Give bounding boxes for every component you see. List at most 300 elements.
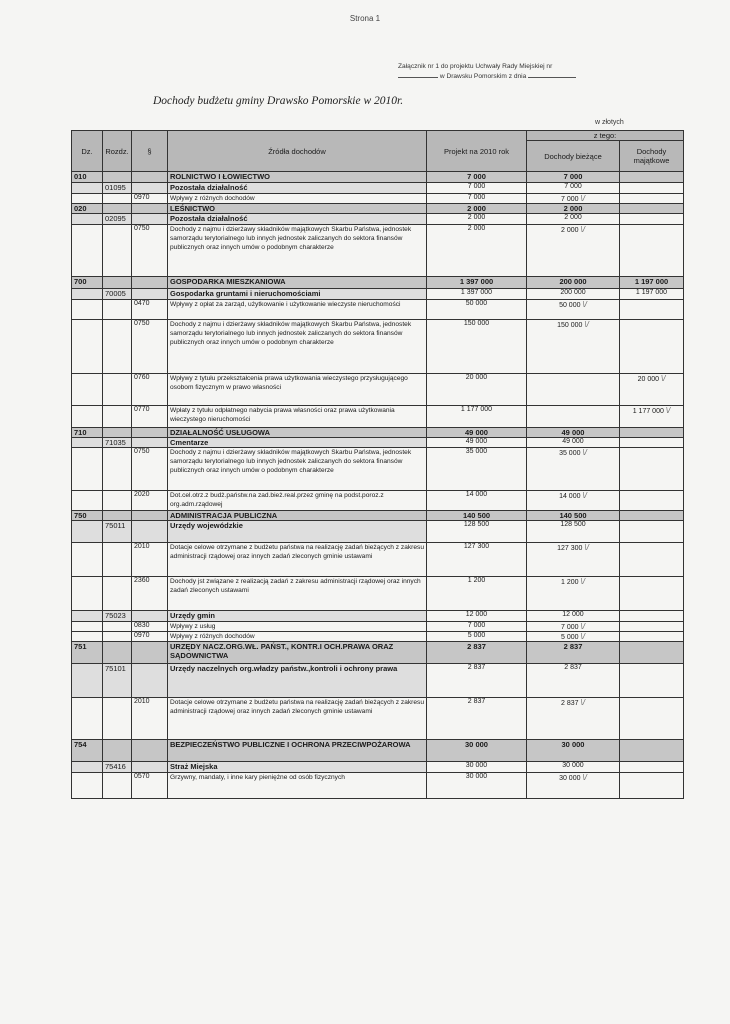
cell-source-text: Dot.cel.otrz.z budż.państw.na zad.bież.real.przez gminę na podst.poroz.z org.adm.rządowej	[170, 492, 384, 508]
cell-source-text: DZIAŁALNOŚĆ USŁUGOWA	[170, 428, 270, 437]
cell-dz	[72, 214, 103, 225]
cell-source	[168, 762, 427, 773]
cell-par-text: 0750	[134, 448, 150, 455]
cell-source-text: Wpływy z usług	[170, 623, 216, 630]
cell-current-text: 2 000	[564, 214, 582, 221]
cell-dz	[72, 511, 103, 521]
document-title: Dochody budżetu gminy Drawsko Pomorskie w 2010r.	[153, 95, 404, 107]
cell-rozdz	[103, 406, 132, 428]
cell-project	[427, 277, 527, 289]
cell-par	[132, 225, 168, 277]
cell-capital	[620, 204, 684, 214]
cell-current	[527, 214, 620, 225]
cell-capital	[620, 300, 684, 320]
table-row-rozdzial	[72, 438, 684, 448]
cell-source	[168, 448, 427, 491]
cell-par-text: 0570	[134, 773, 150, 780]
cell-source	[168, 698, 427, 740]
cell-par	[132, 611, 168, 622]
cell-current	[527, 448, 620, 491]
cell-project-text: 2 000	[467, 225, 486, 232]
cell-source	[168, 642, 427, 664]
cell-par-text: 0750	[134, 320, 150, 327]
col-header-capital: Dochody majątkowe	[620, 141, 684, 172]
cell-project	[427, 622, 527, 632]
cell-project-text: 35 000	[465, 448, 488, 455]
cell-source-text: Wpływy z różnych dochodów	[170, 633, 255, 640]
cell-dz	[72, 204, 103, 214]
cell-capital	[620, 773, 684, 799]
cell-par	[132, 374, 168, 406]
cell-source	[168, 374, 427, 406]
cell-capital	[620, 194, 684, 204]
cell-par	[132, 622, 168, 632]
cell-dz	[72, 225, 103, 277]
cell-current-text: 150 000	[557, 322, 583, 329]
table-row-dzial	[72, 740, 684, 762]
table-body	[72, 172, 684, 799]
cell-dz	[72, 577, 103, 611]
checkmark-icon: \/	[580, 622, 585, 631]
cell-capital-text: 1 197 000	[634, 277, 669, 286]
cell-current-text: 2 837	[561, 700, 579, 707]
cell-par-text: 0470	[134, 300, 150, 307]
cell-source	[168, 577, 427, 611]
cell-current-text: 35 000	[559, 450, 581, 457]
cell-rozdz	[103, 448, 132, 491]
cell-capital	[620, 521, 684, 543]
table-row-rozdzial	[72, 521, 684, 543]
cell-dz	[72, 642, 103, 664]
cell-par-text: 0970	[134, 632, 150, 639]
cell-capital	[620, 225, 684, 277]
cell-par-text: 0970	[134, 194, 150, 201]
cell-dz	[72, 773, 103, 799]
cell-current-text: 49 000	[562, 438, 584, 445]
cell-current	[527, 183, 620, 194]
col-header-current: Dochody bieżące	[527, 141, 620, 172]
cell-current	[527, 698, 620, 740]
cell-rozdz	[103, 642, 132, 664]
cell-source	[168, 611, 427, 622]
cell-par	[132, 491, 168, 511]
cell-project	[427, 521, 527, 543]
table-row-paragraf	[72, 698, 684, 740]
cell-current-text: 1 200	[561, 579, 579, 586]
cell-rozdz	[103, 611, 132, 622]
cell-project	[427, 289, 527, 300]
cell-source-text: Wpłaty z tytułu odpłatnego nabycia prawa własności oraz prawa użytkowania wieczystego nieruchomości	[170, 407, 395, 423]
cell-source-text: Dochody z najmu i dzierżawy składników majątkowych Skarbu Państwa, jednostek samorządu terytorialnego lub innych jednostek zaliczanych do sektora finansów publicznych oraz innych umów o podobnym charakterze	[170, 226, 412, 251]
cell-current	[527, 289, 620, 300]
cell-par-text: 2360	[134, 577, 150, 584]
cell-par	[132, 183, 168, 194]
cell-source-text: Wpływy z opłat za zarząd, użytkowanie i użytkowanie wieczyste nieruchomości	[170, 301, 401, 308]
cell-current	[527, 521, 620, 543]
checkmark-icon: \/	[580, 225, 585, 234]
cell-dz-text: 710	[74, 428, 87, 437]
cell-dz	[72, 543, 103, 577]
cell-project-text: 12 000	[465, 611, 488, 618]
cell-capital	[620, 277, 684, 289]
cell-current-text: 200 000	[560, 289, 586, 296]
cell-source-text: Dochody z najmu i dzierżawy składników majątkowych Skarbu Państwa, jednostek samorządu terytorialnego lub innych jednostek zaliczanych do sektora finansów publicznych oraz innych umów o podobnym charakterze	[170, 449, 412, 474]
cell-source-text: Straż Miejska	[170, 762, 218, 771]
cell-par	[132, 632, 168, 642]
cell-dz	[72, 762, 103, 773]
cell-rozdz	[103, 762, 132, 773]
cell-project-text: 127 300	[463, 543, 490, 550]
cell-source-text: Dochody z najmu i dzierżawy składników majątkowych Skarbu Państwa, jednostek samorządu terytorialnego lub innych jednostek zaliczanych do sektora finansów publicznych oraz innych umów o podobnym charakterze	[170, 321, 412, 346]
cell-dz	[72, 320, 103, 374]
cell-project-text: 2 000	[467, 204, 486, 213]
cell-rozdz-text: 71035	[105, 438, 126, 447]
cell-current	[527, 438, 620, 448]
cell-dz	[72, 374, 103, 406]
cell-rozdz-text: 75416	[105, 762, 126, 771]
cell-par	[132, 521, 168, 543]
cell-par	[132, 172, 168, 183]
cell-current-text: 30 000	[561, 740, 585, 749]
cell-capital	[620, 762, 684, 773]
cell-par-text: 0830	[134, 622, 150, 629]
cell-rozdz	[103, 491, 132, 511]
cell-project	[427, 491, 527, 511]
cell-rozdz	[103, 698, 132, 740]
cell-project	[427, 300, 527, 320]
cell-project	[427, 204, 527, 214]
cell-source-text: Grzywny, mandaty, i inne kary pieniężne od osób fizycznych	[170, 774, 345, 781]
cell-source	[168, 438, 427, 448]
cell-source-text: Dotacje celowe otrzymane z budżetu państwa na realizację zadań bieżących z zakresu administracji rządowej oraz innych zadań zleconych gminie ustawami	[170, 544, 424, 560]
checkmark-icon: \/	[665, 406, 671, 415]
cell-capital	[620, 698, 684, 740]
cell-capital	[620, 611, 684, 622]
cell-current-text: 50 000	[559, 302, 581, 309]
cell-capital-text: 20 000	[637, 376, 660, 383]
table-row-paragraf	[72, 577, 684, 611]
cell-current-text: 127 300	[557, 545, 583, 552]
cell-capital	[620, 740, 684, 762]
cell-dz	[72, 183, 103, 194]
annex-blank-number	[398, 77, 438, 78]
cell-dz	[72, 632, 103, 642]
cell-source	[168, 289, 427, 300]
cell-source	[168, 225, 427, 277]
table-row-rozdzial	[72, 611, 684, 622]
cell-current	[527, 543, 620, 577]
cell-source	[168, 740, 427, 762]
cell-par	[132, 448, 168, 491]
cell-current-text: 2 000	[561, 227, 579, 234]
cell-dz	[72, 428, 103, 438]
cell-current	[527, 740, 620, 762]
table-row-rozdzial	[72, 289, 684, 300]
cell-project	[427, 773, 527, 799]
cell-current	[527, 511, 620, 521]
cell-project	[427, 428, 527, 438]
cell-source	[168, 773, 427, 799]
cell-current	[527, 374, 620, 406]
checkmark-icon: \/	[584, 543, 589, 552]
cell-project-text: 1 397 000	[460, 289, 493, 296]
cell-project-text: 50 000	[465, 300, 488, 307]
cell-project-text: 30 000	[465, 740, 488, 749]
table-row-rozdzial	[72, 664, 684, 698]
cell-project	[427, 172, 527, 183]
cell-project-text: 150 000	[463, 320, 490, 327]
cell-source	[168, 622, 427, 632]
cell-source-text: Pozostała działalność	[170, 183, 248, 192]
cell-par-text: 2020	[134, 491, 150, 498]
cell-dz	[72, 277, 103, 289]
cell-par	[132, 762, 168, 773]
cell-current	[527, 622, 620, 632]
cell-par	[132, 406, 168, 428]
cell-project	[427, 543, 527, 577]
cell-par	[132, 204, 168, 214]
cell-project-text: 2 837	[467, 664, 486, 671]
cell-project-text: 140 500	[462, 511, 491, 520]
cell-rozdz-text: 75101	[105, 664, 126, 673]
cell-source-text: Cmentarze	[170, 438, 209, 447]
checkmark-icon: \/	[580, 632, 585, 641]
checkmark-icon: \/	[584, 320, 589, 329]
cell-project-text: 2 837	[467, 642, 486, 651]
cell-dz	[72, 698, 103, 740]
checkmark-icon: \/	[582, 491, 587, 500]
cell-project	[427, 448, 527, 491]
table-row-dzial	[72, 511, 684, 521]
cell-source-text: ADMINISTRACJA PUBLICZNA	[170, 511, 278, 520]
cell-dz	[72, 491, 103, 511]
cell-rozdz	[103, 773, 132, 799]
col-header-of-which: z tego:	[527, 131, 684, 141]
cell-rozdz	[103, 172, 132, 183]
table-row-rozdzial	[72, 214, 684, 225]
cell-source-text: ROLNICTWO I ŁOWIECTWO	[170, 172, 270, 181]
cell-current	[527, 406, 620, 428]
cell-source	[168, 214, 427, 225]
cell-project-text: 14 000	[465, 491, 488, 498]
cell-current-text: 30 000	[562, 762, 584, 769]
cell-par	[132, 740, 168, 762]
cell-source-text: Pozostała działalność	[170, 214, 248, 223]
cell-project	[427, 762, 527, 773]
cell-source-text: GOSPODARKA MIESZKANIOWA	[170, 277, 286, 286]
cell-source-text: Wpływy z tytułu przekształcenia prawa użytkowania wieczystego przysługującego osobom fizycznym w prawo własności	[170, 375, 408, 391]
cell-project-text: 2 837	[467, 698, 486, 705]
table-row-paragraf	[72, 448, 684, 491]
cell-dz-text: 751	[74, 642, 87, 651]
cell-source	[168, 172, 427, 183]
cell-rozdz	[103, 632, 132, 642]
cell-current	[527, 632, 620, 642]
cell-capital	[620, 491, 684, 511]
cell-project-text: 7 000	[467, 172, 486, 181]
table-row-paragraf	[72, 773, 684, 799]
cell-project	[427, 183, 527, 194]
cell-capital	[620, 183, 684, 194]
cell-source	[168, 204, 427, 214]
cell-par	[132, 543, 168, 577]
cell-project-text: 7 000	[467, 622, 486, 629]
cell-source-text: Dotacje celowe otrzymane z budżetu państwa na realizację zadań bieżących z zakresu administracji rządowej oraz innych zadań zleconych gminie ustawami	[170, 699, 424, 715]
cell-project	[427, 642, 527, 664]
cell-current-text: 5 000	[561, 634, 579, 641]
cell-project-text: 7 000	[467, 183, 486, 190]
col-header-rozdz: Rozdz.	[103, 131, 132, 172]
cell-source-text: Dochody jst związane z realizacją zadań z zakresu administracji rządowej oraz innych zadań zleconych ustawami	[170, 578, 421, 594]
cell-par-text: 2010	[134, 543, 150, 550]
cell-rozdz	[103, 183, 132, 194]
cell-par	[132, 194, 168, 204]
cell-par	[132, 773, 168, 799]
col-header-par: §	[132, 131, 168, 172]
cell-project-text: 7 000	[467, 194, 486, 201]
cell-dz	[72, 289, 103, 300]
cell-rozdz	[103, 194, 132, 204]
cell-project	[427, 632, 527, 642]
cell-project-text: 2 000	[467, 214, 486, 221]
cell-project	[427, 374, 527, 406]
cell-project-text: 30 000	[465, 762, 488, 769]
cell-current-text: 2 000	[563, 204, 583, 213]
cell-project-text: 49 000	[465, 428, 488, 437]
cell-current	[527, 300, 620, 320]
cell-source-text: BEZPIECZEŃSTWO PUBLICZNE I OCHRONA PRZECIWPOŻAROWA	[170, 740, 411, 749]
cell-current	[527, 204, 620, 214]
cell-par	[132, 428, 168, 438]
table-row-paragraf	[72, 194, 684, 204]
cell-dz	[72, 172, 103, 183]
cell-source	[168, 664, 427, 698]
cell-current	[527, 773, 620, 799]
cell-capital	[620, 374, 684, 406]
cell-capital	[620, 438, 684, 448]
cell-project-text: 30 000	[465, 773, 488, 780]
table-row-dzial	[72, 172, 684, 183]
cell-source-text: Wpływy z różnych dochodów	[170, 195, 255, 202]
cell-source-text: LEŚNICTWO	[170, 204, 215, 213]
cell-par-text: 0770	[134, 406, 150, 413]
cell-dz	[72, 664, 103, 698]
cell-rozdz	[103, 664, 132, 698]
cell-par-text: 0760	[134, 374, 150, 381]
cell-par	[132, 277, 168, 289]
cell-rozdz	[103, 577, 132, 611]
cell-capital	[620, 320, 684, 374]
col-header-source: Źródła dochodów	[168, 131, 427, 172]
cell-par	[132, 642, 168, 664]
cell-rozdz-text: 75023	[105, 611, 126, 620]
cell-current-text: 140 500	[559, 511, 587, 520]
cell-source	[168, 543, 427, 577]
cell-capital	[620, 543, 684, 577]
cell-capital	[620, 289, 684, 300]
table-row-dzial	[72, 642, 684, 664]
cell-project	[427, 225, 527, 277]
cell-source-text: Urzędy gmin	[170, 611, 216, 620]
cell-dz-text: 020	[74, 204, 87, 213]
cell-current-text: 2 837	[564, 664, 582, 671]
checkmark-icon: \/	[582, 773, 587, 782]
cell-source-text: Urzędy wojewódzkie	[170, 521, 243, 530]
cell-project-text: 49 000	[465, 438, 488, 445]
table-row-paragraf	[72, 543, 684, 577]
cell-project-text: 128 500	[463, 521, 490, 528]
cell-current-text: 12 000	[562, 611, 584, 618]
cell-dz-text: 700	[74, 277, 87, 286]
cell-rozdz	[103, 300, 132, 320]
cell-rozdz-text: 75011	[105, 521, 126, 530]
col-header-dz: Dz.	[72, 131, 103, 172]
checkmark-icon: \/	[582, 300, 587, 309]
cell-project	[427, 194, 527, 204]
cell-par	[132, 511, 168, 521]
cell-dz-text: 754	[74, 740, 87, 749]
cell-project	[427, 740, 527, 762]
cell-capital-text: 1 177 000	[632, 408, 664, 415]
cell-capital	[620, 642, 684, 664]
cell-capital-text: 1 197 000	[635, 289, 668, 296]
table-row-dzial	[72, 204, 684, 214]
table-row-dzial	[72, 428, 684, 438]
cell-project	[427, 577, 527, 611]
cell-source	[168, 521, 427, 543]
checkmark-icon: \/	[660, 374, 666, 383]
cell-source	[168, 300, 427, 320]
cell-source-text: URZĘDY NACZ.ORG.WŁ. PAŃST., KONTR.I OCH.PRAWA ORAZ SĄDOWNICTWA	[170, 642, 394, 660]
cell-source	[168, 277, 427, 289]
cell-dz-text: 010	[74, 172, 87, 181]
cell-project	[427, 214, 527, 225]
table-row-paragraf	[72, 406, 684, 428]
cell-project-text: 5 000	[467, 632, 486, 639]
cell-capital	[620, 664, 684, 698]
table-row-paragraf	[72, 622, 684, 632]
cell-current	[527, 225, 620, 277]
cell-rozdz	[103, 521, 132, 543]
cell-dz	[72, 611, 103, 622]
cell-rozdz	[103, 204, 132, 214]
cell-current	[527, 194, 620, 204]
cell-rozdz	[103, 225, 132, 277]
cell-capital	[620, 406, 684, 428]
table-row-paragraf	[72, 225, 684, 277]
cell-current-text: 30 000	[559, 775, 581, 782]
cell-capital	[620, 428, 684, 438]
checkmark-icon: \/	[580, 194, 585, 203]
annex-note	[398, 62, 688, 82]
cell-capital	[620, 577, 684, 611]
cell-par-text: 2010	[134, 698, 150, 705]
cell-project	[427, 664, 527, 698]
cell-current-text: 7 000	[561, 624, 579, 631]
table-row-paragraf	[72, 300, 684, 320]
cell-dz-text: 750	[74, 511, 87, 520]
cell-dz	[72, 300, 103, 320]
cell-dz	[72, 521, 103, 543]
table-row-paragraf	[72, 320, 684, 374]
cell-rozdz-text: 01095	[105, 183, 126, 192]
checkmark-icon: \/	[580, 577, 585, 586]
cell-current	[527, 611, 620, 622]
annex-line-2: w Drawsku Pomorskim z dnia	[439, 73, 527, 80]
cell-current	[527, 762, 620, 773]
cell-current	[527, 277, 620, 289]
cell-capital	[620, 172, 684, 183]
